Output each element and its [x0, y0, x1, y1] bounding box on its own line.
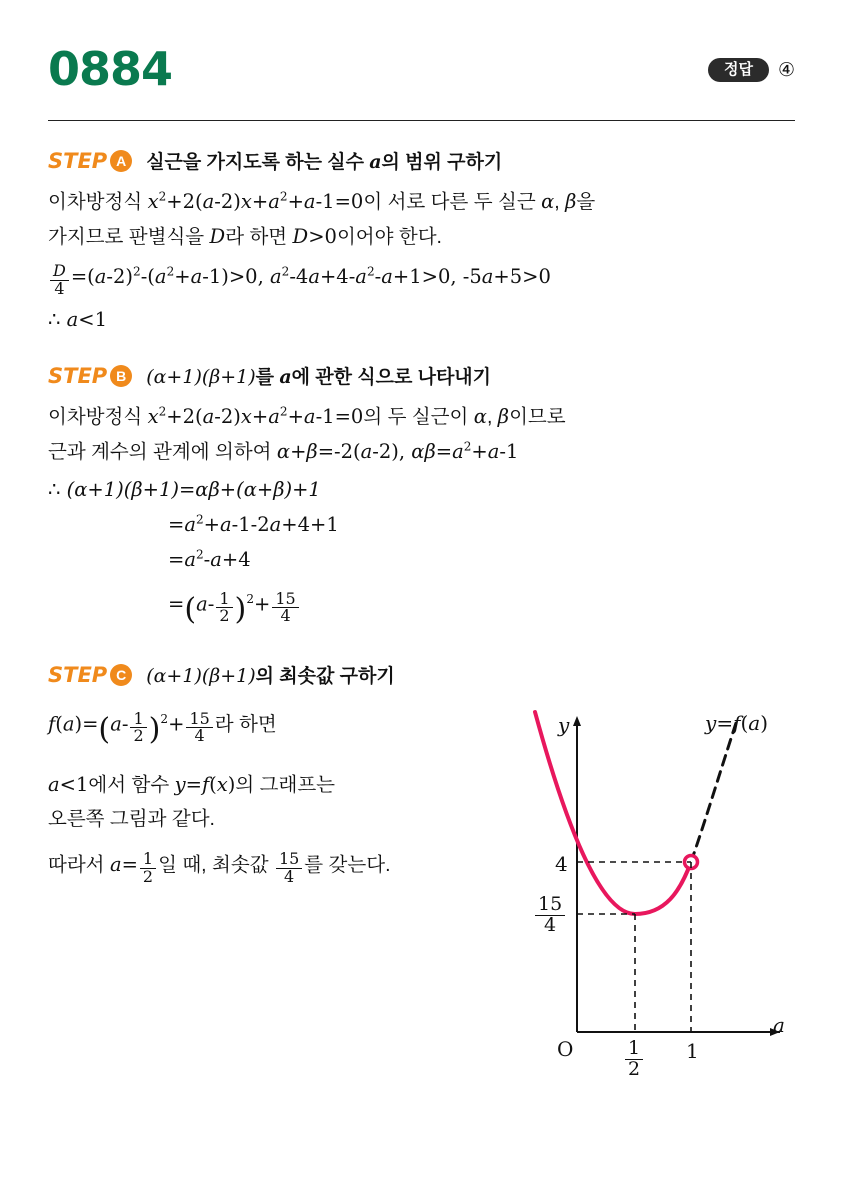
y-tick-frac-label: 15 4 — [535, 895, 565, 936]
stepb-line-2: 근과 계수의 관계에 의하여 α+β=-2(a-2), $\alpha\beta=a^2+a-1$ — [48, 439, 519, 463]
stepa-line-1: 이차방정식 $x^2+2(a-2)x+a^2+a-1=0$이 서로 다른 두 실근 α, β을 — [48, 189, 596, 213]
step-title-a: 실근을 가지도록 하는 실수 a의 범위 구하기 — [146, 151, 503, 173]
stepc-line-1: f(a)=(a- $\frac{1}{2}$ )$^2$+ $\frac{15}{4}$ 라 하면 — [48, 706, 495, 755]
paren-open: ( — [98, 712, 111, 748]
stepc-line-3: 오른쪽 그림과 같다. — [48, 807, 215, 830]
step-heading-b — [48, 362, 795, 389]
step-word: STEP — [48, 148, 108, 173]
header-divider — [48, 120, 795, 121]
y-tick-4-label: 4 — [555, 852, 568, 877]
step-heading-c — [48, 661, 795, 688]
paren-close: ) — [234, 592, 247, 628]
step-title-b: (α+1)(β+1)를 a에 관한 식으로 나타내기 — [146, 366, 492, 389]
stepc-line-4: 따라서 a= $\frac{1}{2}$ 일 때, 최솟값 $\frac{15}{4}$ 를 갖는다. — [48, 849, 391, 886]
step-title-c: (α+1)(β+1)의 최솟값 구하기 — [146, 665, 395, 688]
fraction-fifteen-fourths: $\frac{15}{4}$ — [186, 711, 212, 746]
fraction-one-half: $\frac{1}{2}$ — [140, 851, 156, 886]
origin-label: O — [557, 1037, 574, 1062]
stepc-line-2: a<1에서 함수 y=f(x)의 그래프는 — [48, 773, 335, 797]
fraction-fifteen-fourths: $\frac{15}{4}$ — [276, 851, 302, 886]
stepb-line-1: 이차방정식 $x^2+2(a-2)x+a^2+a-1=0$의 두 실근이 α, β이므로 — [48, 404, 566, 429]
stepb-line-4: $=a^2+a-1-2a+4+1$ — [168, 512, 339, 536]
x-axis-label: a — [773, 1013, 785, 1038]
paren-close: ) — [148, 712, 161, 748]
answer-badge: 정답 — [708, 58, 769, 82]
answer-value: ④ — [777, 59, 795, 81]
page-title: 0884 — [48, 42, 173, 96]
stepc-text-column — [48, 700, 495, 888]
stepb-line-3: ∴ (α+1)(β+1)=αβ+(α+β)+1 — [48, 478, 321, 502]
fraction-one-half: $\frac{1}{2}$ — [216, 591, 232, 626]
stepb-line-6: =(a- $\frac{1}{2}$ )$^2$+ $\frac{15}{4}$ — [168, 586, 795, 635]
graph-labels — [505, 705, 795, 1081]
x-tick-one-label: 1 — [686, 1039, 699, 1064]
stepc-body — [48, 700, 795, 1081]
stepa-line-2: 가지므로 판별식을 D라 하면 D>0이어야 한다. — [48, 224, 442, 248]
fraction-d-over-4: $\frac{D}{4}$ — [50, 263, 69, 298]
curve-equation-label: y=f(a) — [705, 711, 769, 736]
step-word: STEP — [48, 363, 108, 388]
y-axis-label: y — [558, 713, 570, 738]
x-tick-half-label: 1 2 — [625, 1039, 643, 1080]
page-header — [48, 40, 795, 112]
stepa-line-3: $\frac{D}{4}$ $=(a-2)^2-(a^2+a-1)>0$, $a^2-4a+4-a^2-a+1>0$, -5a+5>0 — [48, 261, 795, 298]
step-word: STEP — [48, 662, 108, 687]
stepa-line-4: ∴ a<1 — [48, 307, 107, 331]
step-heading-a — [48, 147, 795, 174]
stepb-line-5: $=a^2-a+4$ — [168, 547, 251, 571]
graph-figure — [505, 702, 795, 1081]
answer-group — [708, 58, 795, 82]
paren-open: ( — [184, 592, 197, 628]
step-badge-a: A — [110, 150, 132, 172]
step-badge-b: B — [110, 365, 132, 387]
step-badge-c: C — [110, 664, 132, 686]
fraction-fifteen-fourths: $\frac{15}{4}$ — [272, 591, 298, 626]
fraction-one-half: $\frac{1}{2}$ — [130, 711, 146, 746]
